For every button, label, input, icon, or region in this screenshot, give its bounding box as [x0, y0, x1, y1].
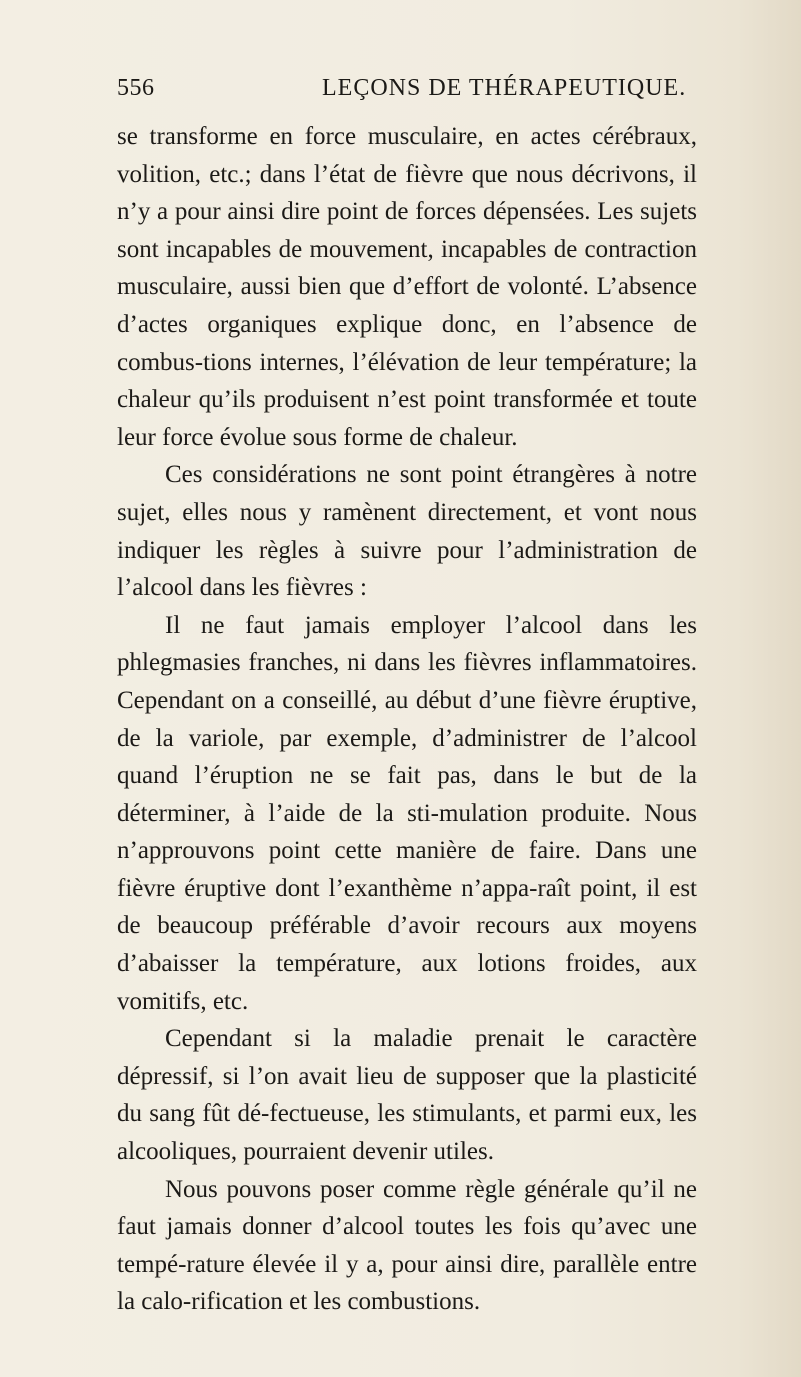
running-title: LEÇONS DE THÉRAPEUTIQUE. [322, 75, 687, 101]
paragraph-4: Cependant si la maladie prenait le caractère dépressif, si l’on avait lieu de supposer que la plasticité du sang fût dé-fectueuse, les stimulants, et parmi eux, les alcooliques, pourraient devenir utiles. [117, 1025, 697, 1166]
paragraph-5: Nous pouvons poser comme règle générale qu’il ne faut jamais donner d’alcool toutes les fois qu’avec une tempé-rature élevée il y a, pour ainsi dire, parallèle entre la calo-rification et les combustions. [117, 1175, 697, 1316]
paragraph-3: Il ne faut jamais employer l’alcool dans les phlegmasies franches, ni dans les fièvres inflammatoires. Cependant on a conseillé, au début d’une fièvre éruptive, de la variole, par exemple, d’administrer de l’alcool quand l’éruption ne se fait pas, dans le but de la déterminer, à l’aide de la sti-mulation produite. Nous n’approuvons point cette manière de faire. Dans une fièvre éruptive dont l’exanthème n’appa-raît point, il est de beaucoup préférable d’avoir recours aux moyens d’abaisser la température, aux lotions froides, aux vomitifs, etc. [117, 611, 697, 1015]
page-number: 556 [117, 75, 155, 101]
paragraph-1: se transforme en force musculaire, en actes cérébraux, volition, etc.; dans l’état de fièvre que nous décrivons, il n’y a pour ainsi dire point de forces dépensées. Les sujets sont incapables de mouvement, incapables de contraction musculaire, aussi bien que d’effort de volonté. L’absence d’actes organiques explique donc, en l’absence de combus-tions internes, l’élévation de leur température; la chaleur qu’ils produisent n’est point transformée et toute leur force évolue sous forme de chaleur. [117, 123, 697, 451]
body-text [117, 118, 697, 1321]
page-header [117, 75, 697, 105]
paragraph-2: Ces considérations ne sont point étrangères à notre sujet, elles nous y ramènent directement, et vont nous indiquer les règles à suivre pour l’administration de l’alcool dans les fièvres : [117, 461, 697, 602]
